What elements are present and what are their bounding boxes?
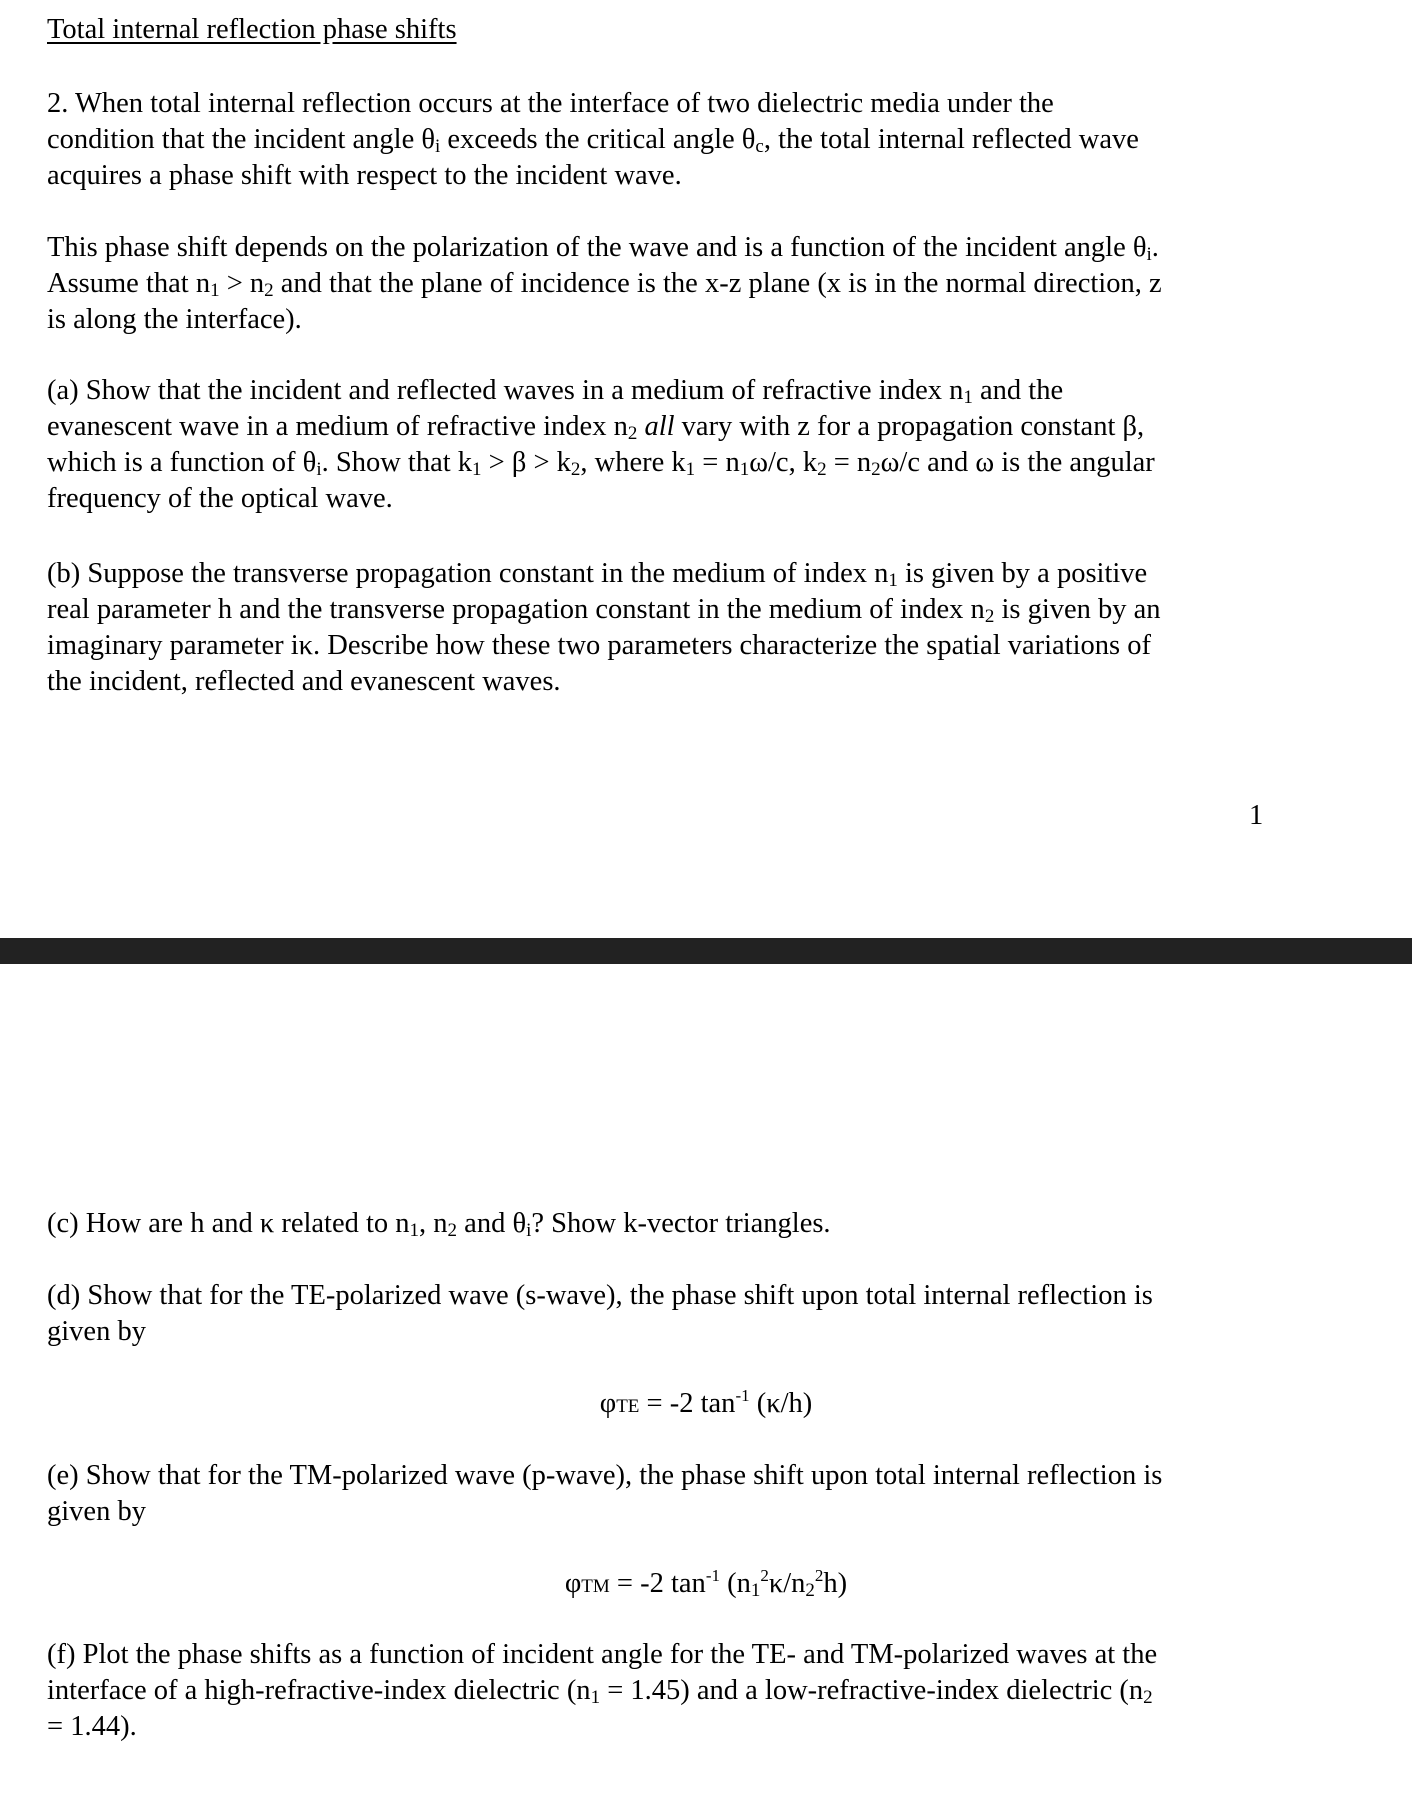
- question-a: (a) Show that the incident and reflected waves in a medium of refractive index $n_1$ and the evanescent wave in a medium of refractive index $n_2$ all vary with z for a propagation constant β, which is a function of $\theta_i$. Show that $k_1 > \beta > k_2$, where $k_1 = n_1\omega/c$, $k_2 = n_2\omega/c$ and ω is the angular frequency of the optical wave.: [47, 375, 1155, 514]
- page-divider: [0, 938, 1412, 964]
- question-c: (c) How are h and κ related to $n_1$, $n_2$ and $\theta_i$? Show k-vector triangles.: [47, 1208, 831, 1241]
- page-number: 1: [1249, 800, 1264, 831]
- equation-tm: φTM = -2 $\tan^{-1} (n_1^2\kappa/n_2^2h)$: [564, 1566, 848, 1601]
- question-b: (b) Suppose the transverse propagation constant in the medium of index $n_1$ is given by a positive real parameter h and the transverse propagation constant in the medium of index $n_2$ is given by an imaginary parameter iκ. Describe how these two parameters characterize the spatial variations of the incident, reflected and evanescent waves.: [47, 558, 1161, 697]
- page-2: [0, 964, 1412, 1798]
- question-d: (d) Show that for the TE-polarized wave (s-wave), the phase shift upon total internal reflection is given by: [47, 1280, 1153, 1347]
- paragraph-intro: 2. When total internal reflection occurs at the interface of two dielectric media under the condition that the incident angle $\theta_i$ exceeds the critical angle $\theta_c$, the total internal reflected wave acquires a phase shift with respect to the incident wave.: [47, 88, 1139, 191]
- question-f: (f) Plot the phase shifts as a function of incident angle for the TE- and TM-polarized waves at the interface of a high-refractive-index dielectric $(n_1 = 1.45)$ and a low-refractive-index dielectric ($n_2$ = 1.44).: [47, 1639, 1158, 1742]
- equation-te: φTE = -2 $\tan^{-1} (\kappa/h)$: [599, 1386, 813, 1419]
- page-title: Total internal reflection phase shifts: [47, 14, 457, 45]
- question-e: (e) Show that for the TM-polarized wave (p-wave), the phase shift upon total internal reflection is given by: [47, 1460, 1163, 1527]
- paragraph-phase-shift: This phase shift depends on the polarization of the wave and is a function of the incident angle $\theta_i$. Assume that $n_1 > n_2$ and that the plane of incidence is the x-z plane (x is in the normal direction, z is along the interface).: [47, 232, 1162, 335]
